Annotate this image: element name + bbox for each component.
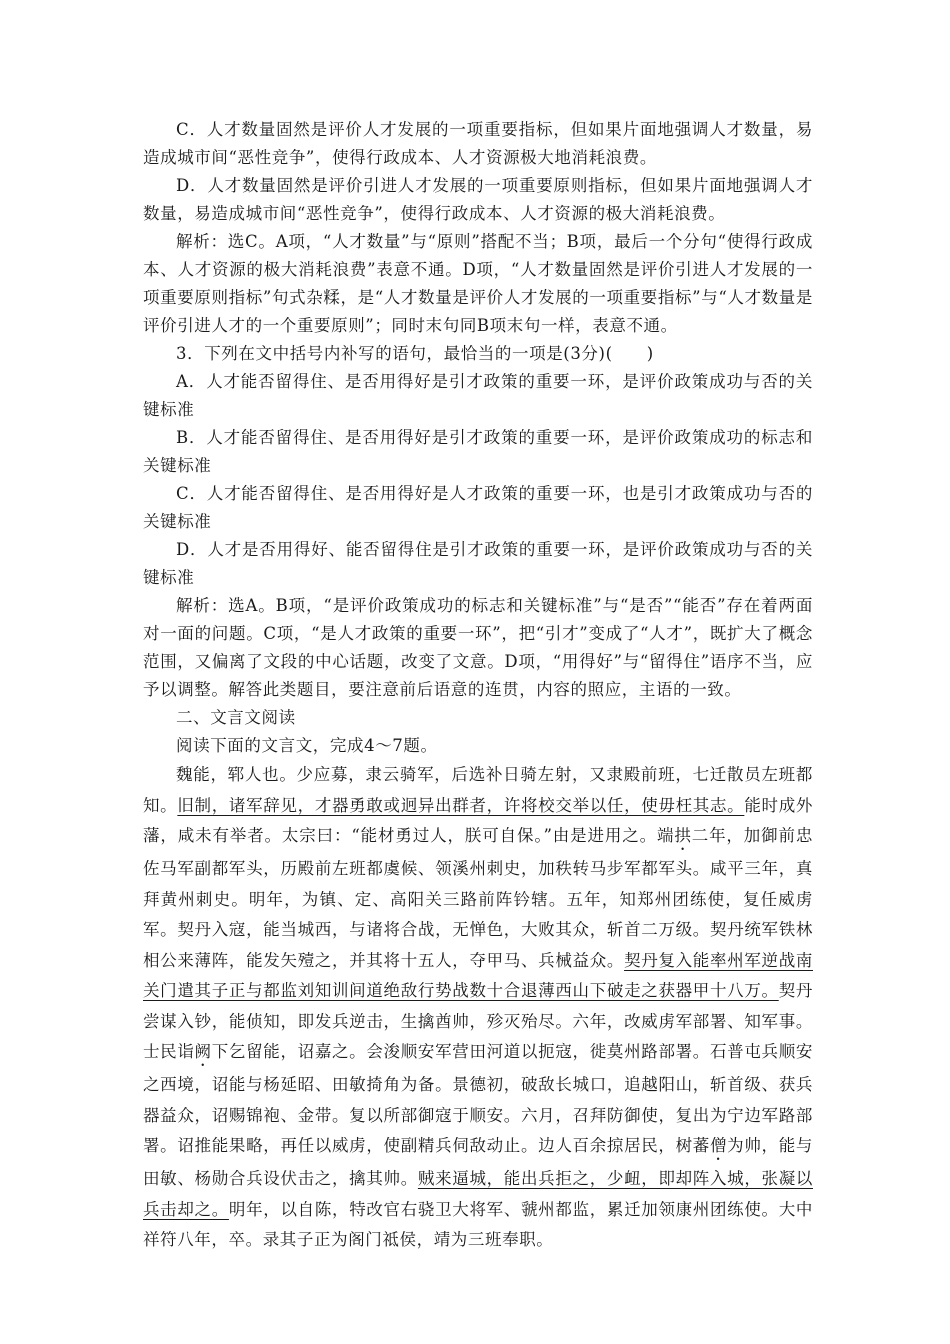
q3-option-a: A．人才能否留得住、是否用得好是引才政策的重要一环，是评价政策成功与否的关键标准 xyxy=(143,372,813,419)
q3-option-b: B．人才能否留得住、是否用得好是引才政策的重要一环，是评价政策成功的标志和关键标准 xyxy=(143,428,813,475)
passage-text: 能时成外藩，咸未有举者。太宗曰：“能材勇过人，朕可自保。”由是进用之。 xyxy=(143,795,814,845)
q2-analysis: 解析：选C。A项，“人才数量”与“原则”搭配不当；B项，最后一个分句“使得行政成本、人才资源的极大消耗浪费”表意不通。D项，“人才数量固然是评价引进人才发展的一项重要原则指标”句式杂糅，是“人才数量是评价人才发展的一项重要指标”与“人才数量是评价引进人才的一个重要原则”；同时末句同B项末句一样，表意不通。 xyxy=(143,232,813,335)
q2-option-c: C．人才数量固然是评价人才发展的一项重要指标，但如果片面地强调人才数量，易造成城市间“恶性竞争”，使得行政成本、人才资源极大地消耗浪费。 xyxy=(143,120,813,167)
underlined-sentence-1: 旧制，诸军辞见，才器勇敢或迥异出群者，许将校交举以任，使毋枉其志。 xyxy=(177,795,745,815)
q3-analysis: 解析：选A。B项，“是评价政策成功的标志和关键标准”与“是否”“能否”存在着两面对一面的问题。C项，“是人才政策的重要一环”，把“引才”变成了“人才”，既扩大了概念范围，又偏离了文段的中心话题，改变了文意。D项，“用得好”与“留得住”语序不当，应予以调整。解答此类题目，要注意前后语意的连贯，内容的照应，主语的一致。 xyxy=(143,596,813,699)
passage-text: 二年，加御前忠佐马军副都军头，历殿前左班都虞候、领溪州刺史，加秩转马步军都军头。咸平三年，真拜黄州刺史。明年，为镇、定、高阳关三路前阵钤辖。五年，知郑州团练使，复任威虏军。契丹入寇，能当城西，与诸将合战，无惮色，大败其众，斩首二万级。契丹统军铁林相公来薄阵，能发矢殪之，并其将十五人，夺甲马、兵械益众。 xyxy=(143,826,813,970)
passage-text: 下乞留能，诏嘉之。会浚顺安军营田河道以扼寇，徙莫州路部署。石普屯兵顺安之西境，诏能与杨延昭、田敏掎角为备。景德初，破敌长城口，追越阳山，斩首级、获兵器益众，诏赐锦袍、金带。复以所部御寇于顺安。六月，召拜防御使，复出为宁边军路部署。诏推能果略，再任以威虏，使副精兵伺敌动止。边人百余掠居民，树蕃 xyxy=(143,1042,813,1155)
dotted-char-seng: 僧 xyxy=(709,1136,728,1155)
passage-text: 明年，以自陈，特改官右骁卫大将军、虢州都监，累迁加领康州团练使。大中祥符八年，卒。录其子正为阁门祗侯，靖为三班奉职。 xyxy=(143,1199,814,1249)
passage-text: 为帅，能与田敏、杨勋合兵设伏击之，擒其帅。 xyxy=(143,1136,813,1188)
reading-instruction: 阅读下面的文言文，完成4～7题。 xyxy=(176,736,438,755)
q3-stem: 3．下列在文中括号内补写的语句，最恰当的一项是(3分)( ) xyxy=(176,344,654,363)
classical-passage xyxy=(143,760,813,1256)
q3-option-c: C．人才能否留得住、是否用得好是人才政策的重要一环，也是引才政策成功与否的关键标准 xyxy=(143,484,813,531)
passage-text: 端 xyxy=(656,826,675,845)
passage-text: 契丹尝谋入钞，能侦知，即发兵逆击，生擒酋帅，殄灭殆尽。六年，改威虏军部署、知军事。士民诣 xyxy=(143,981,814,1061)
passage-text: 魏能，郓人也。少应募，隶云骑军，后选补日骑左射，又隶殿前班，七迁散员左班都知。 xyxy=(143,765,813,815)
q2-option-d: D．人才数量固然是评价引进人才发展的一项重要原则指标，但如果片面地强调人才数量，易造成城市间“恶性竞争”，使得行政成本、人才资源的极大消耗浪费。 xyxy=(143,176,813,223)
section-heading: 二、文言文阅读 xyxy=(176,708,296,727)
q3-option-d: D．人才是否用得好、能否留得住是引才政策的重要一环，是评价政策成功与否的关键标准 xyxy=(143,540,813,587)
dotted-char-gong: 拱 xyxy=(674,826,692,845)
underlined-sentence-3: 贼来逼城，能出兵拒之，少衄，即却阵入城，张凝以兵击却之。 xyxy=(143,1169,813,1219)
dotted-char-que: 阙 xyxy=(194,1042,212,1061)
underlined-sentence-2: 契丹复入能率州军逆战南关门遣其子正与都监刘知训间道绝敌行势战数十合退薄西山下破走之获器甲十八万。 xyxy=(143,950,813,1000)
document-page xyxy=(143,116,813,1256)
